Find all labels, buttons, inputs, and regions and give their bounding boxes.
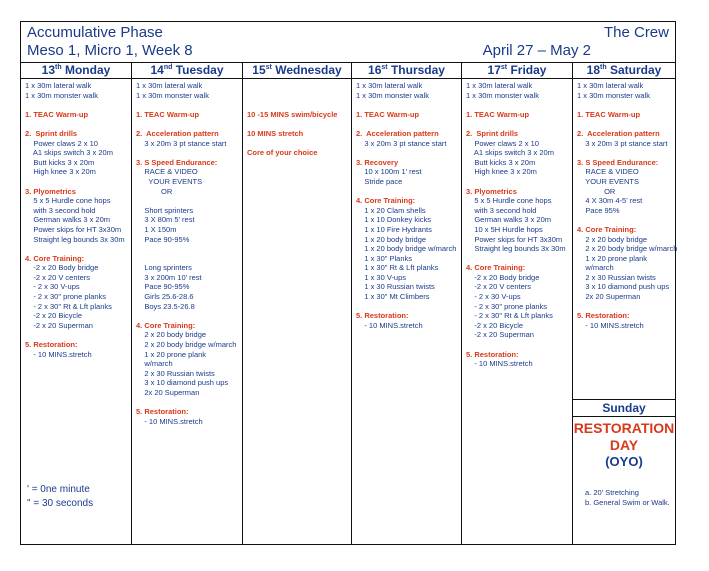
exercise-text: 1 x 20 Clam shells 1 x 10 Donkey kicks 1 x 10 Fire Hydrants 1 x 20 body bridge 1 x 20 body bridge w/march 1 x 30" Planks 1 x 30" Rt & Lft planks 1 x 30 V-ups 1 x 30 Russian twists 1 x 30" Mt Climbers <box>364 205 457 302</box>
exercise-text: 2 x 20 body bridge 2 x 20 body bridge w/march 1 x 20 prone plank w/march 2 x 30 Russian twists 3 x 10 diamond push ups 2x 20 Superman <box>144 330 237 397</box>
section-heading: 4. Core Training: <box>136 320 196 330</box>
sunday-panel <box>573 399 675 544</box>
section-heading: 1. TEAC Warm-up <box>577 109 641 119</box>
date-range: April 27 – May 2 <box>482 42 591 59</box>
section-heading: 3. Recovery <box>356 157 399 167</box>
oyo-label: (OYO) <box>605 454 643 469</box>
exercise-text: -2 x 20 Body bridge -2 x 20 V centers - 2 x 30 V-ups - 2 x 30" prone planks - 2 x 30" Rt & Lft planks -2 x 20 Bicycle -2 x 20 Superman <box>33 263 112 330</box>
exercise-text: 10 x 100m 1' rest Stride pace <box>364 167 422 186</box>
exercise-text: - 10 MINS.stretch <box>136 416 203 426</box>
section-heading: 4. Core Training: <box>356 196 416 206</box>
section-heading: 4. Core Training: <box>577 224 637 234</box>
section-heading: 3. S Speed Endurance: <box>136 157 218 167</box>
day-body <box>243 79 351 158</box>
section-heading: 3. S Speed Endurance: <box>577 157 659 167</box>
day-header: 17st Friday <box>462 63 572 79</box>
day-column-wednesday <box>243 63 352 544</box>
section-heading: 2. Acceleration pattern <box>356 128 439 138</box>
exercise-text: Power claws 2 x 10 A1 skips switch 3 x 20m Butt kicks 3 x 20m High knee 3 x 20m <box>473 138 554 177</box>
exercise-text: RACE & VIDEO YOUR EVENTS OR 4 X 30m 4-5' rest Pace 95% <box>585 167 643 215</box>
section-heading: 10 MINS stretch <box>247 128 304 138</box>
day-body <box>21 79 131 359</box>
exercise-text: 5 x 5 Hurdle cone hops with 3 second hold German walks 3 x 20m 10 x 5H Hurdle hops Power skips for HT 3x30m Straight leg bounds 3x 30m <box>474 196 566 254</box>
day-column-thursday <box>352 63 462 544</box>
day-column-tuesday <box>132 63 243 544</box>
section-heading: 2. Sprint drills <box>466 128 519 138</box>
section-heading: 1. TEAC Warm-up <box>356 109 420 119</box>
exercise-text: -2 x 20 Body bridge -2 x 20 V centers - 2 x 30 V-ups - 2 x 30" prone planks - 2 x 30" Rt & Lft planks -2 x 20 Bicycle -2 x 20 Superman <box>474 272 553 340</box>
section-heading: 2. Sprint drills <box>25 128 78 138</box>
phase-title: Accumulative Phase <box>27 24 163 41</box>
sunday-title: Sunday <box>573 400 675 417</box>
section-heading: 1. TEAC Warm-up <box>136 109 200 119</box>
exercise-text: - 10 MINS.stretch <box>466 359 533 369</box>
day-body <box>352 79 461 330</box>
day-column-saturday <box>573 63 678 544</box>
section-heading: 1. TEAC Warm-up <box>466 109 530 119</box>
exercise-text: 1 x 30m lateral walk 1 x 30m monster walk <box>136 81 209 100</box>
section-heading: 3. Plyometrics <box>25 186 76 196</box>
day-header: 14nd Tuesday <box>132 63 242 79</box>
day-body <box>573 79 678 330</box>
exercise-text: 5 x 5 Hurdle cone hops with 3 second hold German walks 3 x 20m Power skips for HT 3x30m Straight leg bounds 3x 30m <box>33 196 125 244</box>
exercise-text: RACE & VIDEO YOUR EVENTS OR Short sprinters 3 X 80m 5' rest 1 X 150m Pace 90-95% Long sprinters 3 x 200m 10' rest Pace 90-95% Girls 25.6-28.6 Boys 23.5-26.8 <box>144 167 203 311</box>
restoration-label: RESTORATION <box>573 420 675 436</box>
exercise-text: 1 x 30m lateral walk 1 x 30m monster walk <box>25 81 98 100</box>
exercise-text: 3 x 20m 3 pt stance start <box>577 138 668 148</box>
section-heading: 5. Restoration: <box>466 349 519 359</box>
section-heading: 3. Plyometrics <box>466 186 517 196</box>
exercise-text: 2 x 20 body bridge 2 x 20 body bridge w/march 1 x 20 prone plank w/march 2 x 30 Russian twists 3 x 10 diamond push ups 2x 20 Superman <box>585 234 678 302</box>
day-header: 16st Thursday <box>352 63 461 79</box>
section-heading: 4. Core Training: <box>466 263 526 273</box>
section-heading: 5. Restoration: <box>136 407 189 417</box>
section-heading: 2. Acceleration pattern <box>136 128 219 138</box>
exercise-text <box>247 81 348 100</box>
section-heading: 5. Restoration: <box>25 340 78 350</box>
team-name: The Crew <box>603 24 669 41</box>
day-header: 13th Monday <box>21 63 131 79</box>
section-heading: 10 -15 MINS swim/bicycle <box>247 109 338 119</box>
day-column-monday <box>21 63 132 544</box>
exercise-text: - 10 MINS.stretch <box>25 349 92 359</box>
section-heading: 1. TEAC Warm-up <box>25 109 89 119</box>
day-header: 18th Saturday <box>573 63 675 79</box>
legend-seconds: " = 30 seconds <box>27 498 94 509</box>
day-label: DAY <box>609 437 639 453</box>
exercise-text: - 10 MINS.stretch <box>356 320 423 330</box>
section-heading: 5. Restoration: <box>356 311 409 321</box>
exercise-text: 1 x 30m lateral walk 1 x 30m monster walk <box>356 81 429 100</box>
exercise-text: 3 x 20m 3 pt stance start <box>356 138 447 148</box>
day-body <box>462 79 572 369</box>
section-heading: 4. Core Training: <box>25 253 85 263</box>
day-header: 15st Wednesday <box>243 63 351 79</box>
exercise-text: Power claws 2 x 10 A1 skips switch 3 x 20m Butt kicks 3 x 20m High knee 3 x 20m <box>32 138 113 177</box>
day-column-friday <box>462 63 573 544</box>
exercise-text: 3 x 20m 3 pt stance start <box>136 138 227 148</box>
day-body <box>132 79 242 426</box>
schedule-sheet <box>20 21 676 545</box>
section-heading: Core of your choice <box>247 148 318 158</box>
section-heading: 2. Acceleration pattern <box>577 128 660 138</box>
legend-minute: ' = 0ne minute <box>27 484 90 495</box>
exercise-text: 1 x 30m lateral walk 1 x 30m monster walk <box>577 81 650 100</box>
exercise-text: - 10 MINS.stretch <box>577 320 644 330</box>
meso-label: Meso 1, Micro 1, Week 8 <box>27 42 193 59</box>
exercise-text: 1 x 30m lateral walk 1 x 30m monster walk <box>466 81 539 100</box>
sunday-notes: a. 20' Stretching b. General Swim or Walk. <box>585 488 670 507</box>
section-heading: 5. Restoration: <box>577 311 630 321</box>
